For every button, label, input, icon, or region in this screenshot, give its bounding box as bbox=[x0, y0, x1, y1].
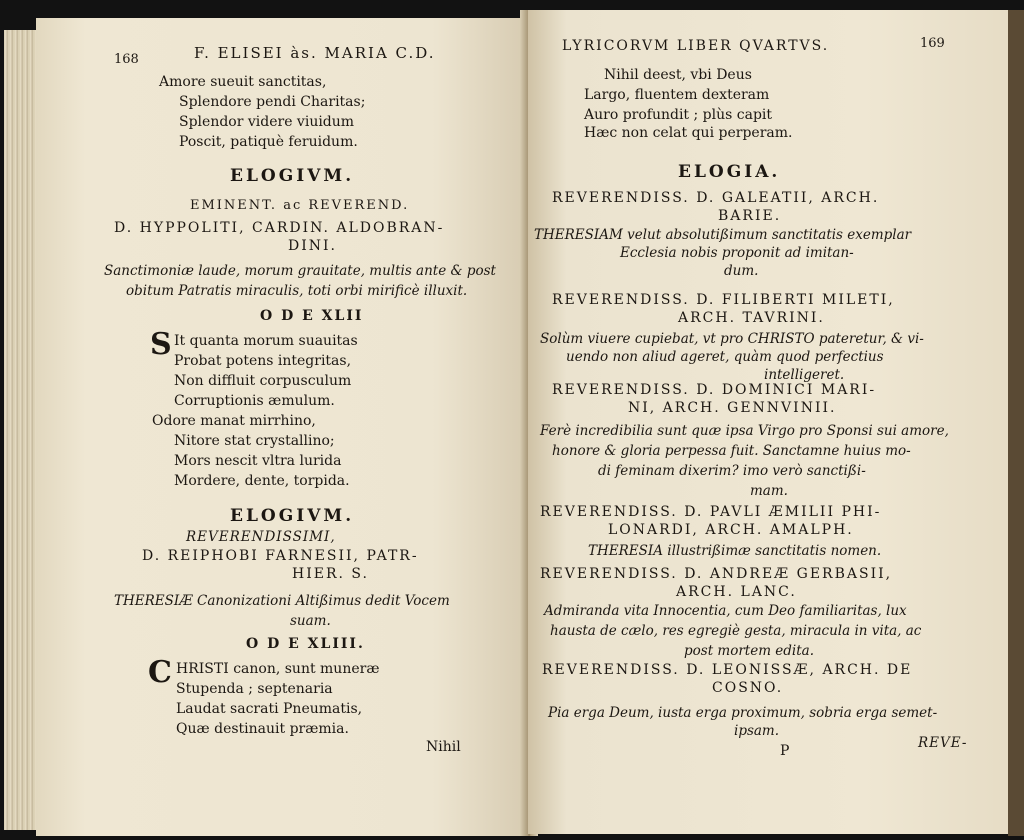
elogium-text: THERESIÆ Canonizationi Altißimus dedit Vocem bbox=[114, 593, 450, 609]
elogium-subtitle: EMINENT. ac REVEREND. bbox=[190, 198, 410, 213]
elogium-text: Pia erga Deum, iusta erga proximum, sobria erga semet- bbox=[548, 705, 938, 721]
catchword: REVE- bbox=[918, 735, 968, 751]
elogium-honoree: COSNO. bbox=[712, 680, 784, 696]
elogium-text: THERESIA illustrißimæ sanctitatis nomen. bbox=[588, 543, 882, 559]
drop-capital: S bbox=[150, 327, 172, 362]
verse-line: Splendor videre viuidum bbox=[179, 114, 355, 130]
elogium-honoree: ARCH. TAVRINI. bbox=[678, 310, 825, 326]
right-page-number: 169 bbox=[920, 36, 945, 51]
ode-title: O D E XLII bbox=[260, 308, 364, 324]
elogium-text: mam. bbox=[750, 483, 788, 499]
ode-line: Laudat sacrati Pneumatis, bbox=[176, 701, 363, 717]
elogium-text: Sanctimoniæ laude, morum grauitate, multis ante & post bbox=[104, 263, 496, 279]
elogium-title: ELOGIVM. bbox=[230, 506, 355, 526]
elogium-honoree: REVERENDISS. D. PAVLI ÆMILII PHI- bbox=[540, 504, 882, 520]
elogium-text: Ferè incredibilia sunt quæ ipsa Virgo pro Sponsi sui amore, bbox=[540, 423, 949, 439]
elogium-text: obitum Patratis miraculis, toti orbi mirificè illuxit. bbox=[126, 283, 468, 299]
elogium-subtitle: REVERENDISSIMI, bbox=[186, 529, 336, 545]
elogium-text: ipsam. bbox=[734, 723, 780, 739]
elogium-text: di feminam dixerim? imo verò sanctißi- bbox=[598, 463, 866, 479]
elogium-honoree: NI, ARCH. GENNVINII. bbox=[628, 400, 837, 416]
elogium-honoree: REVERENDISS. D. FILIBERTI MILETI, bbox=[552, 292, 895, 308]
elogium-honoree: REVERENDISS. D. GALEATII, ARCH. bbox=[552, 190, 880, 206]
page-edges-left bbox=[4, 30, 40, 830]
left-page bbox=[36, 18, 532, 836]
ode-line: Stupenda ; septenaria bbox=[176, 681, 333, 697]
elogia-title: ELOGIA. bbox=[678, 162, 781, 182]
elogium-text: uendo non aliud ageret, quàm quod perfectius bbox=[566, 349, 884, 365]
ode-line: Odore manat mirrhino, bbox=[152, 413, 316, 429]
elogium-honoree: LONARDI, ARCH. AMALPH. bbox=[608, 522, 854, 538]
verse-line: Nihil deest, vbi Deus bbox=[604, 67, 752, 83]
ode-line: Corruptionis æmulum. bbox=[174, 393, 335, 409]
left-page-number: 168 bbox=[114, 52, 139, 67]
elogium-title: ELOGIVM. bbox=[230, 166, 355, 186]
elogium-text: post mortem edita. bbox=[684, 643, 815, 659]
verse-line: Auro profundit ; plùs capit bbox=[584, 107, 773, 123]
elogium-text: intelligeret. bbox=[764, 367, 845, 383]
ode-line: It quanta morum suauitas bbox=[174, 333, 358, 349]
elogium-text: Solùm viuere cupiebat, vt pro CHRISTO pateretur, & vi- bbox=[540, 331, 924, 347]
elogium-honoree: D. REIPHOBI FARNESII, PATR- bbox=[142, 548, 419, 564]
verse-line: Amore sueuit sanctitas, bbox=[159, 74, 327, 90]
ode-line: Quæ destinauit præmia. bbox=[176, 721, 349, 737]
left-running-head: F. ELISEI às. MARIA C.D. bbox=[194, 44, 436, 62]
elogium-honoree: ARCH. LANC. bbox=[676, 584, 797, 600]
ode-line: Mors nescit vltra lurida bbox=[174, 453, 342, 469]
elogium-honoree: REVERENDISS. D. DOMINICI MARI- bbox=[552, 382, 877, 398]
elogium-text: dum. bbox=[724, 263, 759, 279]
elogium-text: THERESIAM velut absolutißimum sanctitatis exemplar bbox=[534, 227, 912, 243]
catchword: Nihil bbox=[426, 739, 461, 755]
elogium-text: Ecclesia nobis proponit ad imitan- bbox=[620, 245, 854, 261]
ode-line: Non diffluit corpusculum bbox=[174, 373, 352, 389]
verse-line: Largo, fluentem dexteram bbox=[584, 87, 770, 103]
ode-title: O D E XLIII. bbox=[246, 636, 365, 652]
ode-line: Nitore stat crystallino; bbox=[174, 433, 335, 449]
page-edges-right bbox=[1008, 10, 1024, 836]
elogium-text: suam. bbox=[290, 613, 331, 629]
signature-mark: P bbox=[780, 743, 790, 759]
elogium-honoree: HIER. S. bbox=[292, 566, 369, 582]
elogium-honoree: BARIE. bbox=[718, 208, 782, 224]
right-running-head: LYRICORVM LIBER QVARTVS. bbox=[562, 38, 830, 54]
drop-capital: C bbox=[148, 655, 172, 690]
elogium-honoree: DINI. bbox=[288, 238, 337, 254]
verse-line: Hæc non celat qui perperam. bbox=[584, 125, 793, 141]
right-page bbox=[528, 10, 1010, 834]
elogium-text: hausta de cælo, res egregiè gesta, miracula in vita, ac bbox=[550, 623, 922, 639]
ode-line: Mordere, dente, torpida. bbox=[174, 473, 350, 489]
elogium-text: Admiranda vita Innocentia, cum Deo familiaritas, lux bbox=[544, 603, 907, 619]
elogium-text: honore & gloria perpessa fuit. Sanctamne huius mo- bbox=[552, 443, 911, 459]
elogium-honoree: REVERENDISS. D. ANDREÆ GERBASII, bbox=[540, 566, 893, 582]
elogium-honoree: D. HYPPOLITI, CARDIN. ALDOBRAN- bbox=[114, 220, 445, 236]
verse-line: Poscit, patiquè feruidum. bbox=[179, 134, 358, 150]
ode-line: Probat potens integritas, bbox=[174, 353, 352, 369]
verse-line: Splendore pendi Charitas; bbox=[179, 94, 366, 110]
elogium-honoree: REVERENDISS. D. LEONISSÆ, ARCH. DE bbox=[542, 662, 913, 678]
ode-line: HRISTI canon, sunt muneræ bbox=[176, 661, 380, 677]
